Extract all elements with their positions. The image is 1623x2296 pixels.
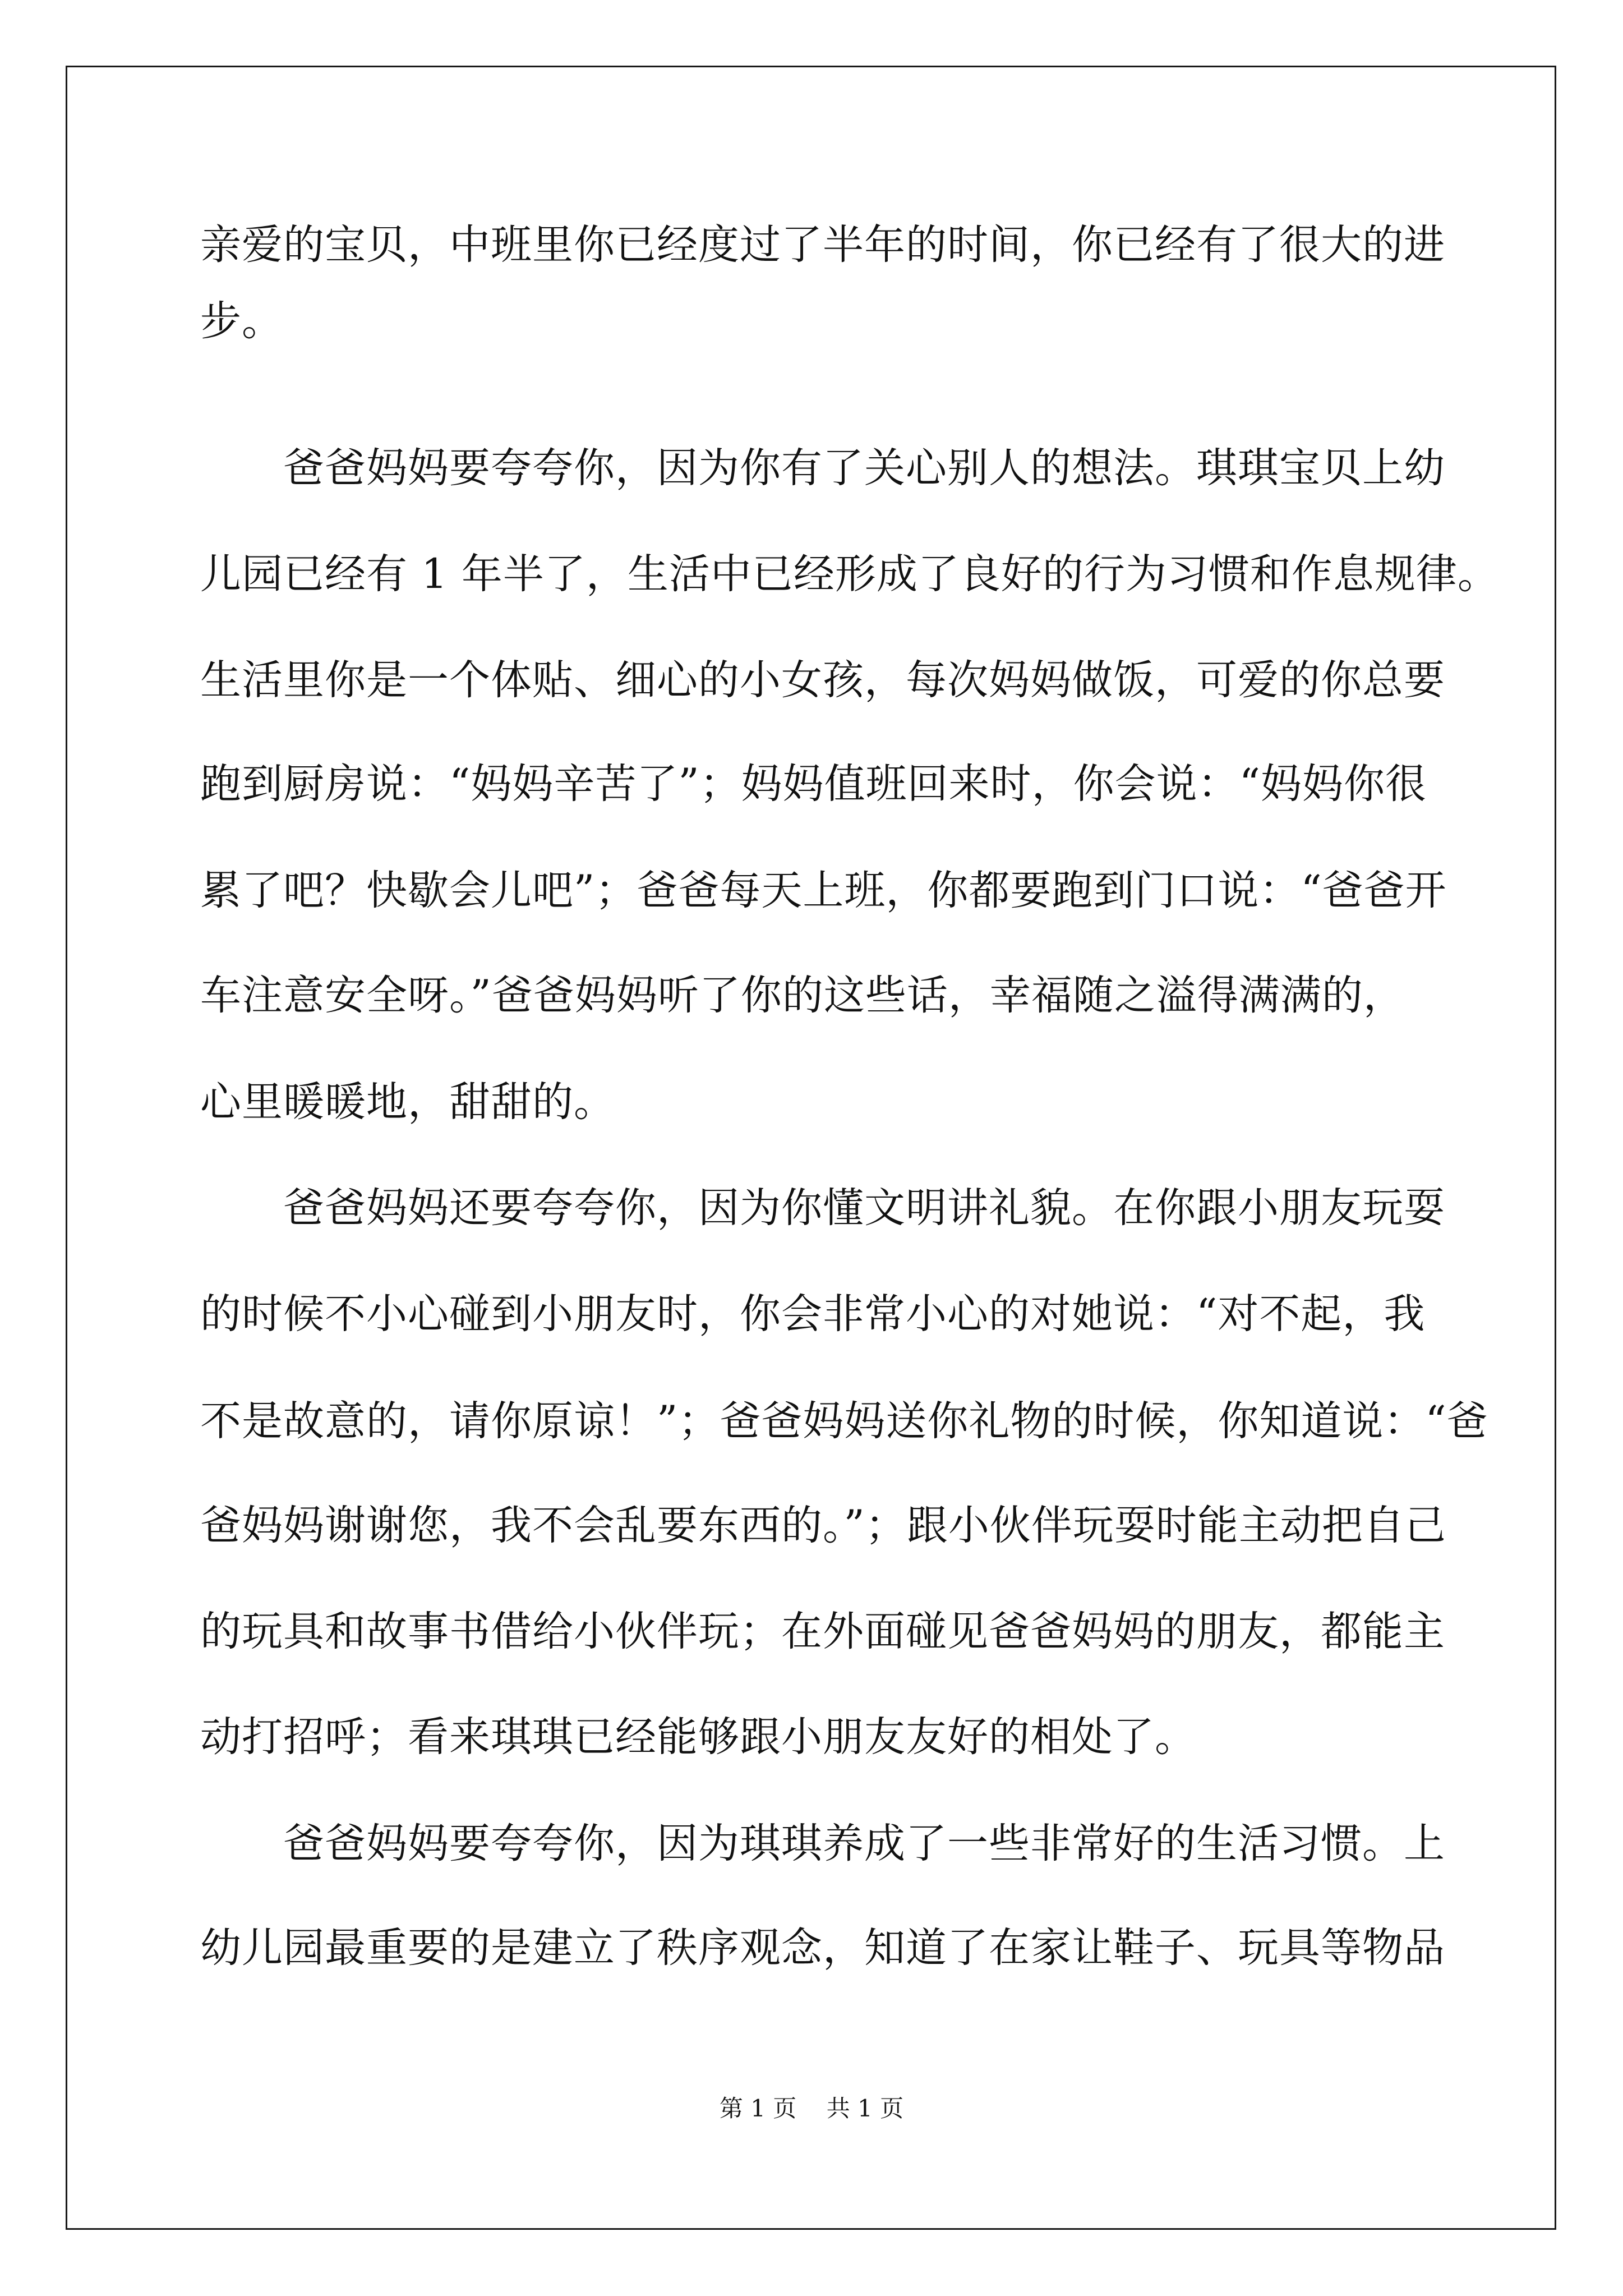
text-line: 爸爸妈妈还要夸夸你，因为你懂文明讲礼貌。在你跟小朋友玩耍 <box>200 1184 1445 1232</box>
text-line: 幼儿园最重要的是建立了秩序观念，知道了在家让鞋子、玩具等物品 <box>200 1924 1445 1972</box>
page-footer: 第 1 页 共 1 页 <box>719 2095 904 2122</box>
text-line: 步。 <box>200 297 283 345</box>
text-line: 爸妈妈谢谢您，我不会乱要东西的。”；跟小伙伴玩耍时能主动把自己 <box>200 1502 1446 1549</box>
text-line: 亲爱的宝贝，中班里你已经度过了半年的时间，你已经有了很大的进 <box>200 221 1445 269</box>
page-border <box>66 66 1556 2230</box>
text-line: 的时候不小心碰到小朋友时，你会非常小心的对她说：“对不起，我 <box>200 1290 1426 1338</box>
text-line: 爸爸妈妈要夸夸你，因为琪琪养成了一些非常好的生活习惯。上 <box>200 1820 1445 1867</box>
text-line: 跑到厨房说：“妈妈辛苦了”；妈妈值班回来时，你会说：“妈妈你很 <box>200 760 1427 808</box>
text-line: 动打招呼；看来琪琪已经能够跟小朋友友好的相处了。 <box>200 1713 1196 1761</box>
text-line: 心里暖暖地，甜甜的。 <box>200 1078 615 1126</box>
text-line: 不是故意的，请你原谅！”；爸爸妈妈送你礼物的时候，你知道说：“爸 <box>200 1397 1488 1445</box>
text-line: 爸爸妈妈要夸夸你，因为你有了关心别人的想法。琪琪宝贝上幼 <box>200 444 1445 492</box>
text-line: 的玩具和故事书借给小伙伴玩；在外面碰见爸爸妈妈的朋友，都能主 <box>200 1608 1445 1655</box>
text-line: 累了吧？快歇会儿吧”；爸爸每天上班，你都要跑到门口说：“爸爸开 <box>200 867 1447 914</box>
text-line: 儿园已经有 1 年半了，生活中已经形成了良好的行为习惯和作息规律。 <box>200 550 1499 598</box>
text-line: 生活里你是一个体贴、细心的小女孩，每次妈妈做饭，可爱的你总要 <box>200 656 1445 704</box>
text-line: 车注意安全呀。”爸爸妈妈听了你的这些话，幸福随之溢得满满的， <box>200 972 1405 1019</box>
